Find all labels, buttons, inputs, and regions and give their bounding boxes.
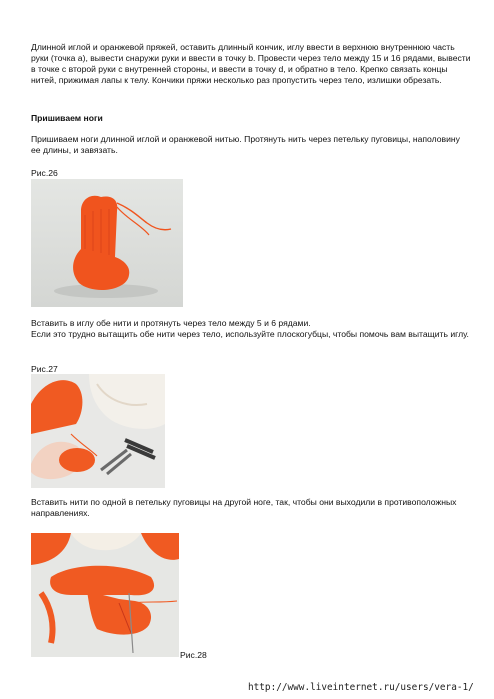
step2-paragraph: Вставить нити по одной в петельку пуговицы на другой ноге, так, чтобы они выходили в противоположных направлениях.	[31, 497, 457, 518]
photo-legs-attached	[31, 533, 179, 657]
step1-line1: Вставить в иглу обе нити и протянуть через тело между 5 и 6 рядами.	[31, 318, 311, 328]
intro-paragraph: Длинной иглой и оранжевой пряжей, оставить длинный кончик, иглу ввести в верхнюю внутреннюю часть руки (точка a), вывести снаружи руки и ввести в точку b. Провести через тело между 15 и 16 рядами, вывести в точке с второй руки с внутренней стороны, и ввести в точку d, и обратно в тело. Крепко связать концы нитей, прижимая лапы к телу. Кончики пряжи несколько раз пропустить через тело, излишки обрезать.	[31, 42, 471, 85]
figure-caption-26: Рис.26	[31, 168, 58, 178]
figure-caption-27: Рис.27	[31, 364, 58, 374]
legs-paragraph: Пришиваем ноги длинной иглой и оранжевой нитью. Протянуть нить через петельку пуговицы, наполовину ее длины, и завязать.	[31, 134, 460, 155]
photo-pliers-needle	[31, 374, 165, 488]
step1-line2: Если это трудно вытащить обе нити через тело, используйте плоскогубцы, чтобы помочь вам вытащить иглу.	[31, 329, 469, 339]
figure-caption-28: Рис.28	[180, 650, 207, 660]
photo-crochet-leg	[31, 179, 183, 307]
source-url[interactable]: http://www.liveinternet.ru/users/vera-1/	[248, 682, 474, 693]
section-heading: Пришиваем ноги	[31, 113, 103, 123]
